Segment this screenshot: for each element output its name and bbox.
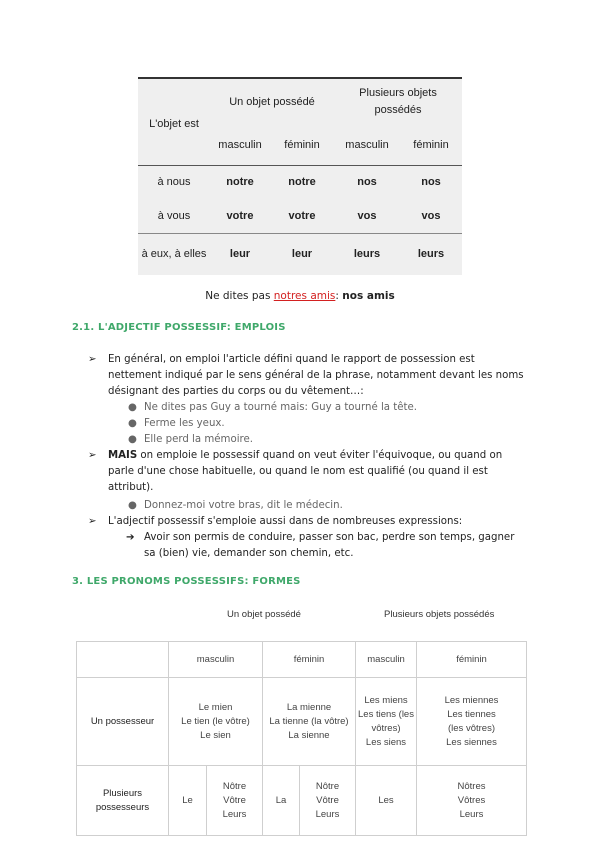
table-row bbox=[138, 165, 462, 199]
usage-list bbox=[88, 352, 528, 562]
list-item bbox=[88, 416, 528, 432]
cell-line: possesseurs bbox=[95, 801, 150, 813]
cell-line: Vôtres bbox=[457, 794, 486, 806]
arrowhead-bullet-icon: ➢ bbox=[88, 450, 97, 461]
row-label: à nous bbox=[138, 165, 210, 199]
table-cell bbox=[417, 678, 527, 766]
list-item-text: Donnez-moi votre bras, dit le médecin. bbox=[144, 500, 343, 511]
note-prefix: Ne dites pas bbox=[205, 290, 274, 302]
cell-line: La sienne bbox=[288, 729, 330, 741]
list-item bbox=[88, 496, 528, 514]
caption-several-objects: Plusieurs objets possédés bbox=[384, 609, 495, 620]
subheader: féminin bbox=[284, 138, 320, 151]
cell-line: Les siennes bbox=[446, 736, 497, 748]
table-cell bbox=[356, 678, 417, 766]
cell-line: Leurs bbox=[459, 808, 484, 820]
table-cell: votre bbox=[288, 209, 316, 222]
note-wrong-form: notres amis bbox=[273, 290, 336, 302]
row-label: à eux, à elles bbox=[138, 233, 210, 275]
list-item bbox=[88, 448, 528, 496]
note-correct-form: nos amis bbox=[342, 290, 395, 302]
list-item bbox=[88, 530, 528, 562]
cell-line: (les vôtres) bbox=[448, 722, 495, 734]
column-header: masculin bbox=[356, 642, 417, 678]
cell-line: Vôtre bbox=[223, 794, 246, 806]
list-item-text: Ne dites pas Guy a tourné mais: Guy a tourné la tête. bbox=[144, 402, 418, 413]
list-item bbox=[88, 400, 528, 416]
bullet-dot-icon: ● bbox=[128, 434, 137, 445]
cell-line: Les miens bbox=[364, 694, 408, 706]
list-item-text: Ferme les yeux. bbox=[144, 418, 225, 429]
subheader: masculin bbox=[218, 138, 262, 151]
table-corner-label: L'objet est bbox=[149, 117, 199, 130]
note-separator: : bbox=[335, 290, 343, 302]
list-item-text: L'adjectif possessif s'emploie aussi dans de nombreuses expressions: bbox=[108, 516, 463, 527]
table-cell bbox=[300, 766, 356, 836]
list-item-text: En général, on emploi l'article défini quand le rapport de possession est nettement indiqué par le sens général de la phrase, notamment devant les noms désignant des parties du corps ou du vêtement…: bbox=[108, 354, 524, 397]
table-cell: leur bbox=[270, 233, 334, 275]
subheader: masculin bbox=[345, 138, 389, 151]
table-cell: vos bbox=[421, 209, 441, 222]
caption-one-object: Un objet possédé bbox=[227, 609, 301, 620]
right-arrow-icon: ➔ bbox=[126, 532, 135, 543]
table-row bbox=[77, 678, 527, 766]
subheader: féminin bbox=[413, 138, 449, 151]
cell-line: Nôtres bbox=[457, 780, 486, 792]
cell-line: Le tien (le vôtre) bbox=[181, 715, 250, 727]
list-item bbox=[88, 432, 528, 448]
table-cell: Les bbox=[356, 766, 417, 836]
empty-corner-cell bbox=[77, 642, 169, 678]
list-item-emphasis: MAIS bbox=[108, 450, 138, 461]
table-cell: nos bbox=[400, 165, 462, 199]
list-item-text: Avoir son permis de conduire, passer son bac, perdre son temps, gagner sa (bien) vie, demander son chemin, etc. bbox=[144, 532, 515, 559]
list-item-text: on emploie le possessif quand on veut éviter l'équivoque, ou quand on parle d'une chose habituelle, ou quand le nom est qualifié (ou quand il est attribut). bbox=[108, 450, 503, 493]
possessive-adjective-table bbox=[138, 77, 462, 275]
cell-line: La mienne bbox=[286, 701, 332, 713]
cell-line: Vôtre bbox=[316, 794, 339, 806]
section-heading-formes: 3. LES PRONOMS POSSESSIFS: FORMES bbox=[72, 576, 301, 587]
table-cell: notre bbox=[210, 165, 270, 199]
column-header: féminin bbox=[263, 642, 356, 678]
bullet-dot-icon: ● bbox=[128, 500, 137, 511]
cell-line: Le sien bbox=[200, 729, 231, 741]
table-row bbox=[77, 766, 527, 836]
table-cell: votre bbox=[226, 209, 254, 222]
cell-line: Nôtre bbox=[222, 780, 247, 792]
cell-line: vôtres) bbox=[371, 722, 401, 734]
row-label bbox=[77, 766, 169, 836]
column-header: masculin bbox=[169, 642, 263, 678]
arrowhead-bullet-icon: ➢ bbox=[88, 516, 97, 527]
group-header-several-objects: Plusieurs objets possédés bbox=[359, 87, 437, 116]
cell-line: Leurs bbox=[315, 808, 340, 820]
table-cell: vos bbox=[357, 209, 377, 222]
cell-line: Plusieurs bbox=[102, 787, 143, 799]
table-cell bbox=[207, 766, 263, 836]
table-cell: leur bbox=[210, 233, 270, 275]
list-item bbox=[88, 514, 528, 530]
table-row bbox=[138, 233, 462, 275]
table-cell bbox=[263, 678, 356, 766]
table-cell: La bbox=[263, 766, 300, 836]
table-cell: nos bbox=[334, 165, 400, 199]
arrowhead-bullet-icon: ➢ bbox=[88, 354, 97, 365]
group-header-one-object: Un objet possédé bbox=[229, 96, 315, 108]
cell-line: Les siens bbox=[365, 736, 407, 748]
table-cell: leurs bbox=[400, 233, 462, 275]
bullet-dot-icon: ● bbox=[128, 402, 137, 413]
table-row bbox=[138, 199, 462, 233]
cell-line: Les tiennes bbox=[447, 708, 496, 720]
list-item-text: Elle perd la mémoire. bbox=[144, 434, 254, 445]
table-cell: notre bbox=[270, 165, 334, 199]
cell-line: Le mien bbox=[198, 701, 233, 713]
list-item bbox=[88, 352, 528, 400]
row-label: Un possesseur bbox=[77, 678, 169, 766]
cell-line: Leurs bbox=[222, 808, 247, 820]
row-label: à vous bbox=[157, 209, 191, 222]
table-cell bbox=[417, 766, 527, 836]
table-cell: Le bbox=[169, 766, 207, 836]
table-cell: leurs bbox=[334, 233, 400, 275]
bullet-dot-icon: ● bbox=[128, 418, 137, 429]
cell-line: Les tiens (les bbox=[358, 708, 414, 720]
table-cell bbox=[169, 678, 263, 766]
cell-line: Nôtre bbox=[315, 780, 340, 792]
column-header: féminin bbox=[417, 642, 527, 678]
usage-note bbox=[0, 290, 600, 302]
cell-line: Les miennes bbox=[444, 694, 499, 706]
section-heading-emplois: 2.1. L'ADJECTIF POSSESSIF: EMPLOIS bbox=[72, 322, 286, 333]
possessive-pronoun-table bbox=[76, 641, 527, 836]
cell-line: La tienne (la vôtre) bbox=[269, 715, 349, 727]
